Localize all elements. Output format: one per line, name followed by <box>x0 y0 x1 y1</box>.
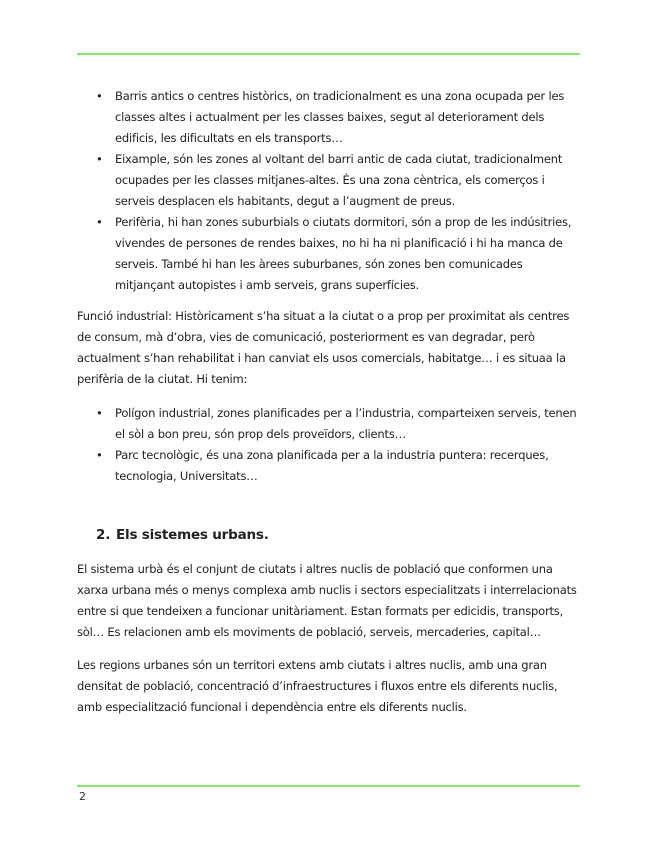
industrial-zones-list <box>77 403 580 487</box>
list-item <box>77 86 580 149</box>
list-item <box>77 149 580 212</box>
list-item-text: Parc tecnològic, és una zona planificada per a la industria puntera: recerques, tecnologia, Universitats… <box>115 448 549 483</box>
list-item-text: Eixample, són les zones al voltant del barri antic de cada ciutat, tradicionalment ocupades per les classes mitjanes-altes. És una zona cèntrica, els comerços i serveis desplacen els habitants, degut a l’augment de preus. <box>115 152 563 208</box>
section-heading <box>77 526 580 544</box>
urban-system-paragraph: El sistema urbà és el conjunt de ciutats i altres nuclis de població que conformen una xarxa urbana més o menys complexa amb nuclis i sectors especialitzats i interrelacionats entre si que tendeixen a funcionar unitàriament. Estan formats per edicidis, transports, sòl… Es relacionen amb els moviments de població, serveis, mercaderies, capital… <box>77 562 577 639</box>
footer-rule <box>77 785 580 787</box>
page-number: 2 <box>79 790 86 803</box>
list-item-text: Polígon industrial, zones planificades per a l’industria, comparteixen serveis, tenen el sòl a bon preu, són prop dels proveïdors, clients… <box>115 406 577 441</box>
bullet-icon: • <box>96 448 103 462</box>
urban-zones-list <box>77 86 580 296</box>
list-item <box>77 445 580 487</box>
section-number: 2. <box>96 527 111 543</box>
bullet-icon: • <box>96 89 103 103</box>
list-item <box>77 403 580 445</box>
section-title: Els sistemes urbans. <box>116 527 269 543</box>
list-item <box>77 212 580 296</box>
bullet-icon: • <box>96 152 103 166</box>
document-body <box>77 86 580 718</box>
list-item-text: Perifèria, hi han zones suburbials o ciutats dormitori, són a prop de les indúsitries, vivendes de persones de rendes baixes, no hi ha ni planificació i hi ha manca de serveis. També hi han les àrees suburbanes, són zones ben comunicades mitjançant autopistes i amb serveis, grans superfícies. <box>115 215 572 292</box>
industrial-function-paragraph: Funció industrial: Històricament s’ha situat a la ciutat o a prop per proximitat als centres de consum, mà d’obra, vies de comunicació, posteriorment es van degradar, però actualment s’han rehabilitat i han canviat els usos comercials, habitatge… i es situaa la perifèria de la ciutat. Hi tenim: <box>77 309 570 386</box>
bullet-icon: • <box>96 215 103 229</box>
urban-regions-paragraph: Les regions urbanes són un territori extens amb ciutats i altres nuclis, amb una gran densitat de població, concentració d’infraestructures i fluxos entre els diferents nuclis, amb especialització funcional i dependència entre els diferents nuclis. <box>77 658 558 714</box>
bullet-icon: • <box>96 406 103 420</box>
list-item-text: Barris antics o centres històrics, on tradicionalment es una zona ocupada per les classes altes i actualment per les classes baixes, segut al deteriorament dels edificis, les dificultats en els transports… <box>115 89 565 145</box>
header-rule <box>77 53 580 55</box>
